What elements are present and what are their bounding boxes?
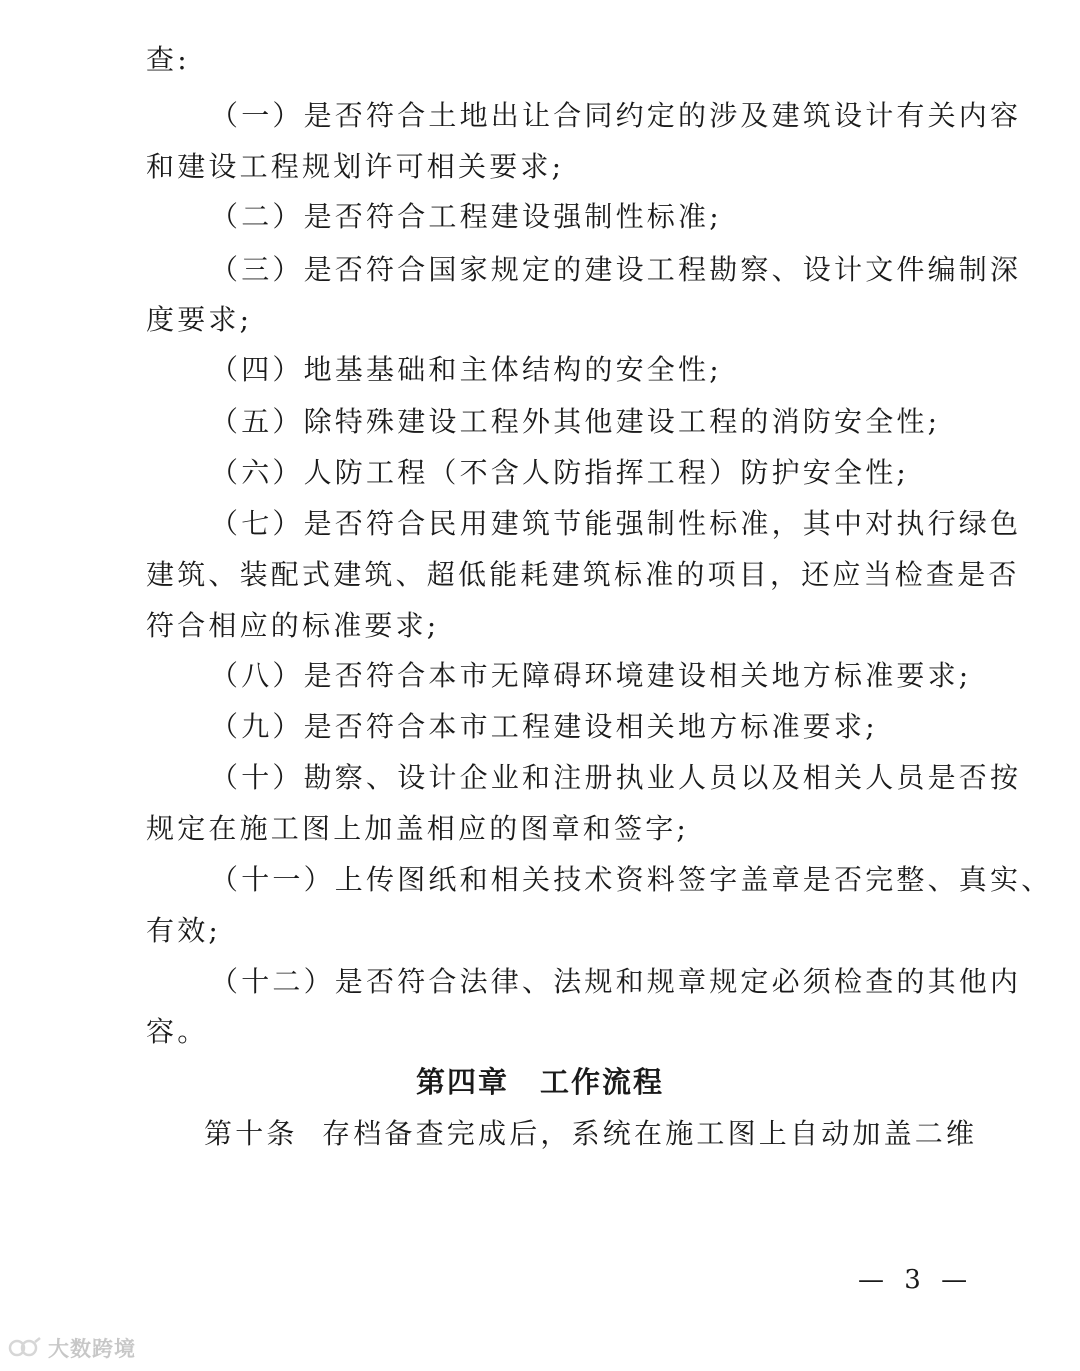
text-line: 规定在施工图上加盖相应的图章和签字;	[146, 812, 690, 845]
text-line: （九）是否符合本市工程建设相关地方标准要求;	[210, 710, 878, 743]
text-line: （二）是否符合工程建设强制性标准;	[210, 200, 722, 233]
watermark-logo-icon	[8, 1334, 42, 1362]
text-line: （五）除特殊建设工程外其他建设工程的消防安全性;	[210, 405, 941, 438]
article-line	[204, 1116, 978, 1152]
text-line: （七）是否符合民用建筑节能强制性标准，其中对执行绿色	[210, 507, 1022, 540]
text-line: （八）是否符合本市无障碍环境建设相关地方标准要求;	[210, 659, 972, 692]
chapter-heading: 第四章 工作流程	[415, 1065, 664, 1099]
text-line: （十一）上传图纸和相关技术资料签字盖章是否完整、真实、	[210, 863, 1053, 896]
text-line: （一）是否符合土地出让合同约定的涉及建筑设计有关内容	[210, 99, 1022, 132]
text-line: （十二）是否符合法律、法规和规章规定必须检查的其他内	[210, 965, 1022, 998]
watermark-text: 大数跨境	[48, 1337, 136, 1361]
text-line: 建筑、装配式建筑、超低能耗建筑标准的项目，还应当检查是否	[146, 558, 1020, 591]
text-line: （四）地基基础和主体结构的安全性;	[210, 353, 722, 386]
text-line: 度要求;	[146, 303, 253, 336]
watermark	[8, 1332, 136, 1364]
article-number: 第十条	[204, 1117, 298, 1150]
text-line: 有效;	[146, 914, 222, 947]
text-line: 容。	[146, 1015, 209, 1048]
text-line: （三）是否符合国家规定的建设工程勘察、设计文件编制深	[210, 253, 1022, 286]
text-line: 查:	[146, 43, 190, 76]
text-line: 符合相应的标准要求;	[146, 609, 440, 642]
text-line: 和建设工程规划许可相关要求;	[146, 150, 565, 183]
text-line: （十）勘察、设计企业和注册执业人员以及相关人员是否按	[210, 761, 1022, 794]
page-number: — 3 —	[858, 1265, 974, 1295]
text-line: （六）人防工程（不含人防指挥工程）防护安全性;	[210, 456, 910, 489]
article-text: 存档备查完成后，系统在施工图上自动加盖二维	[322, 1117, 978, 1150]
